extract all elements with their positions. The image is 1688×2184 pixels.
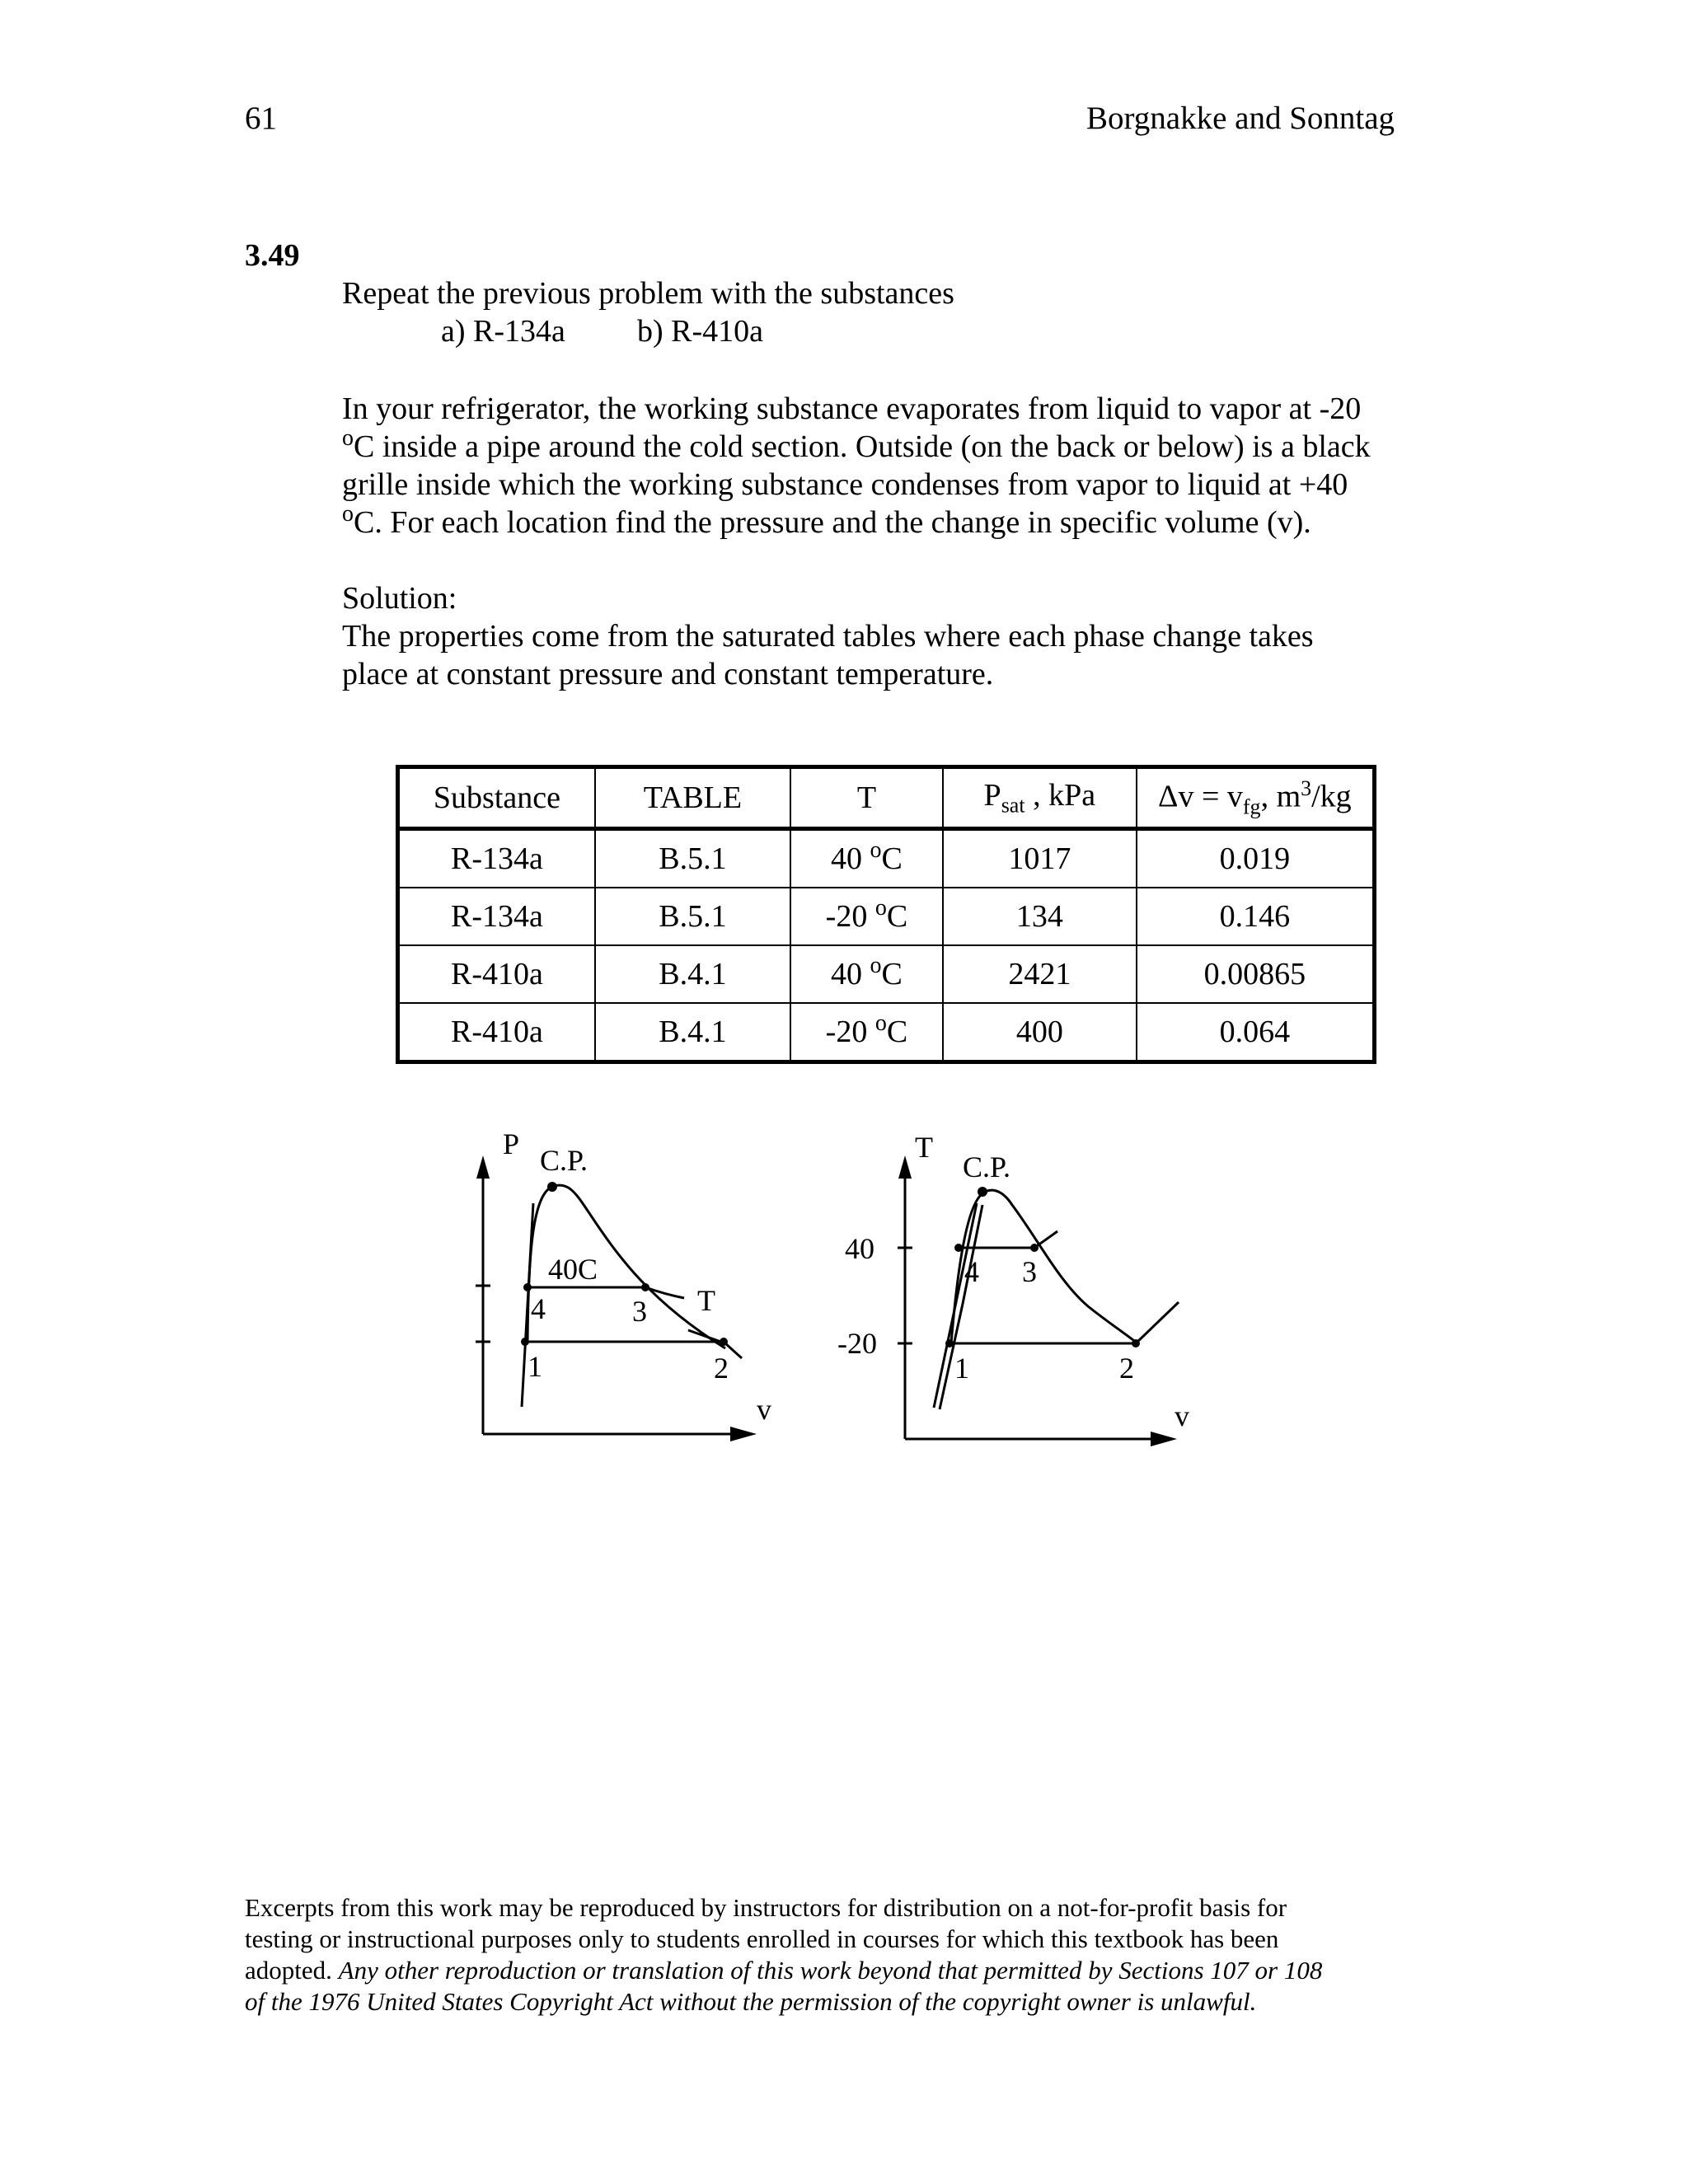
solution-label: Solution: <box>342 581 457 616</box>
problem-number: 3.49 <box>245 238 300 273</box>
pv-isotherm <box>645 1287 684 1298</box>
statement-line-3: grille inside which the working substance condenses from vapor to liquid at +40 <box>342 467 1348 502</box>
cell-pressure: 400 <box>943 1003 1137 1062</box>
tv-critical-point-label: C.P. <box>963 1151 1011 1183</box>
cell-substance: R-410a <box>398 945 595 1003</box>
header-pressure: $P_{sat}$ , kPa <box>943 767 1137 829</box>
pv-label-t: T <box>697 1284 715 1317</box>
tv-isobar-high <box>1034 1231 1057 1248</box>
tv-label-1: 1 <box>954 1352 969 1385</box>
tv-label-4: 4 <box>964 1255 979 1288</box>
cell-table: B.5.1 <box>595 829 790 888</box>
cell-temperature: 40 $^o$C <box>790 945 943 1003</box>
pv-isotherm-label: 40C <box>548 1253 598 1286</box>
footer-line-2: testing or instructional purposes only to students enrolled in courses for which this textbook has been <box>245 1924 1279 1953</box>
cell-pressure: 1017 <box>943 829 1137 888</box>
statement-line-4: $^o$C. For each location find the pressure and the change in specific volume (v). <box>342 501 1311 540</box>
header-table: TABLE <box>595 767 790 829</box>
table-row <box>398 1003 1375 1062</box>
table-row <box>398 829 1375 888</box>
tv-label-3: 3 <box>1022 1255 1037 1288</box>
footer-line-1: Excerpts from this work may be reproduced by instructors for distribution on a not-for-profit basis for <box>245 1893 1287 1922</box>
cell-specific-volume-change: 0.00865 <box>1137 945 1375 1003</box>
cell-table: B.4.1 <box>595 1003 790 1062</box>
page-number: 61 <box>245 101 277 136</box>
tv-tick-label-40: 40 <box>845 1232 874 1265</box>
pv-label-3: 3 <box>632 1295 647 1328</box>
tv-axis-label-t: T <box>915 1131 933 1164</box>
tv-point-4 <box>954 1244 963 1252</box>
option-b: b) R-410a <box>637 314 764 349</box>
header-substance: Substance <box>398 767 595 829</box>
tv-diagram <box>832 1129 1212 1451</box>
pv-y-arrow <box>476 1155 490 1179</box>
header-specific-volume-change: $\Delta v = v_{fg}$, $m^3/kg$ <box>1137 767 1375 829</box>
option-a: a) R-134a <box>441 314 565 349</box>
pv-axis-label-p: P <box>503 1129 520 1160</box>
pv-critical-point-marker <box>547 1182 557 1192</box>
cell-temperature: -20 $^o$C <box>790 888 943 945</box>
cell-table: B.5.1 <box>595 888 790 945</box>
cell-substance: R-134a <box>398 888 595 945</box>
cell-specific-volume-change: 0.019 <box>1137 829 1375 888</box>
pv-point-3 <box>641 1283 649 1291</box>
statement-line-1: In your refrigerator, the working substance evaporates from liquid to vapor at -20 <box>342 391 1362 426</box>
pv-point-1 <box>521 1338 529 1346</box>
cell-specific-volume-change: 0.146 <box>1137 888 1375 945</box>
tv-point-1 <box>945 1339 954 1347</box>
cell-table: B.4.1 <box>595 945 790 1003</box>
table-header-row <box>398 767 1375 829</box>
pv-point-2 <box>720 1338 728 1346</box>
footer-line-4: of the 1976 United States Copyright Act without the permission of the copyright owner is unlawful. <box>245 1987 1257 2016</box>
tv-point-2 <box>1132 1339 1140 1347</box>
cell-temperature: -20 $^o$C <box>790 1003 943 1062</box>
saturation-properties-table <box>396 765 1376 1064</box>
pv-label-1: 1 <box>528 1350 542 1383</box>
cell-specific-volume-change: 0.064 <box>1137 1003 1375 1062</box>
table-row <box>398 888 1375 945</box>
solution-line-2: place at constant pressure and constant temperature. <box>342 657 994 691</box>
problem-intro: Repeat the previous problem with the substances <box>342 276 954 311</box>
tv-label-2: 2 <box>1119 1352 1134 1385</box>
tv-isobar-low <box>1136 1302 1179 1343</box>
table-row <box>398 945 1375 1003</box>
cell-pressure: 134 <box>943 888 1137 945</box>
cell-pressure: 2421 <box>943 945 1137 1003</box>
degree-symbol: o <box>342 501 354 527</box>
tv-x-arrow <box>1151 1432 1177 1446</box>
cell-substance: R-134a <box>398 829 595 888</box>
solution-line-1: The properties come from the saturated tables where each phase change takes <box>342 619 1314 654</box>
pv-diagram <box>462 1129 791 1451</box>
degree-symbol: o <box>342 425 354 451</box>
pv-axis-label-v: v <box>757 1393 771 1426</box>
tv-point-3 <box>1030 1244 1039 1252</box>
pv-label-2: 2 <box>714 1352 729 1385</box>
pv-critical-point-label: C.P. <box>540 1144 588 1177</box>
footer-line-3: adopted. Any other reproduction or translation of this work beyond that permitted by Sections 107 or 108 <box>245 1956 1323 1985</box>
tv-y-arrow <box>898 1155 912 1179</box>
cell-substance: R-410a <box>398 1003 595 1062</box>
tv-axis-label-v: v <box>1175 1399 1189 1432</box>
cell-temperature: 40 $^o$C <box>790 829 943 888</box>
pv-x-arrow <box>730 1427 757 1441</box>
tv-tick-label-minus20: -20 <box>837 1327 877 1360</box>
pv-point-4 <box>523 1283 532 1291</box>
statement-line-2: $^o$C inside a pipe around the cold section. Outside (on the back or below) is a black <box>342 425 1371 464</box>
running-header-authors: Borgnakke and Sonntag <box>1086 101 1395 136</box>
tv-critical-point-marker <box>978 1187 987 1197</box>
header-temperature: T <box>790 767 943 829</box>
pv-label-4: 4 <box>531 1292 546 1325</box>
